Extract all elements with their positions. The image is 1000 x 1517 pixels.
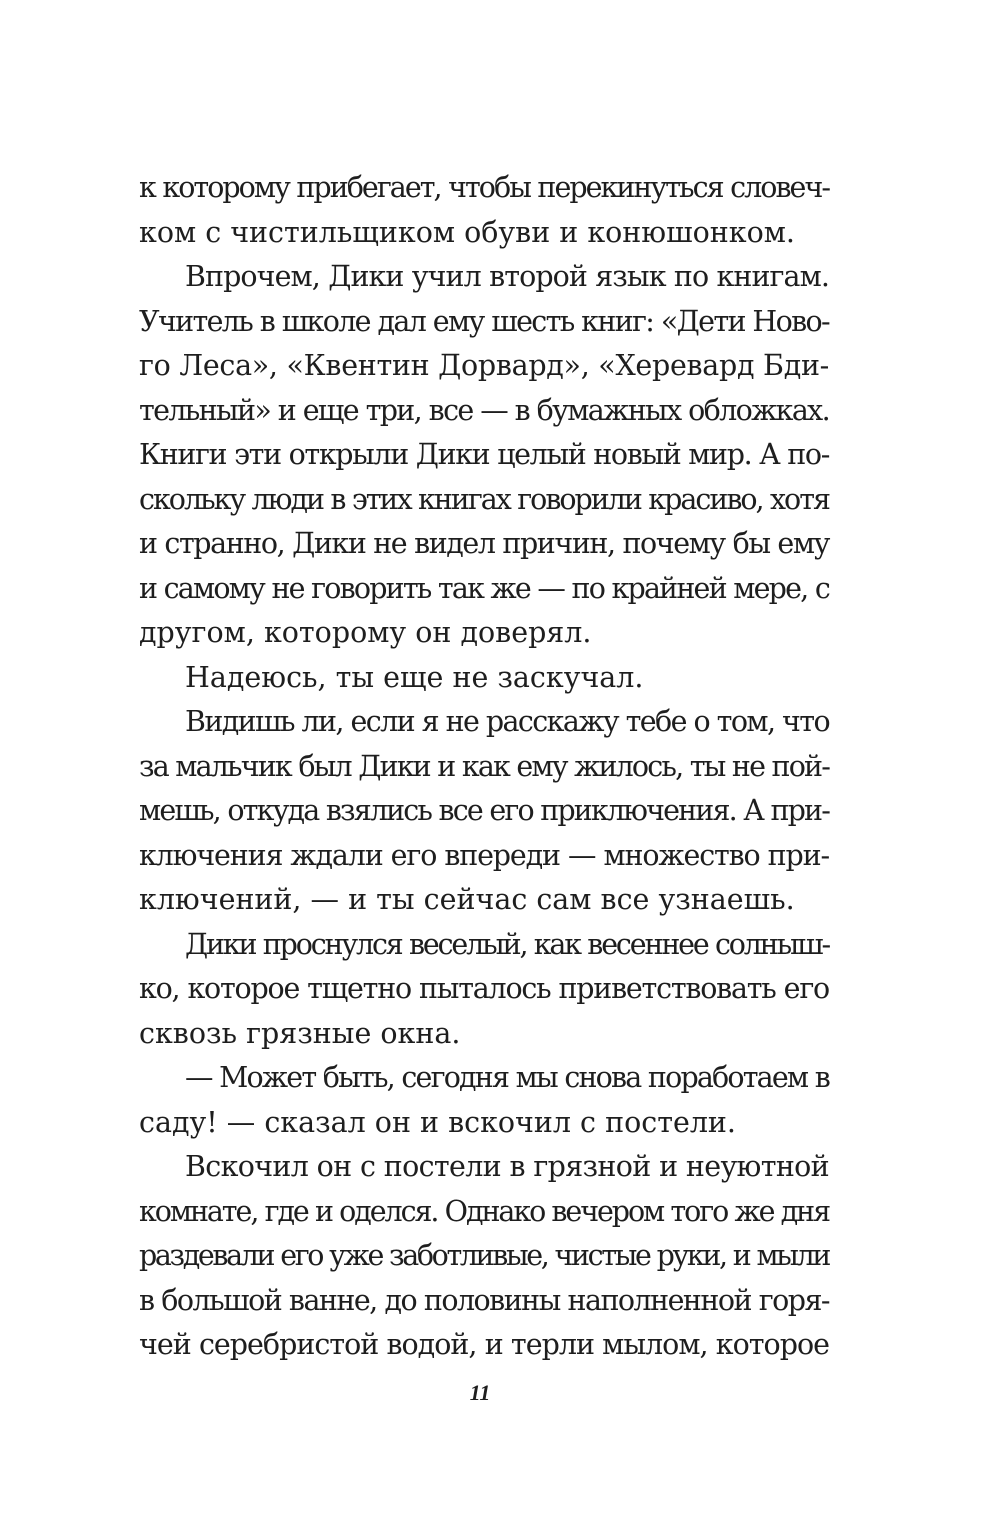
page-number: 11: [469, 1380, 491, 1405]
text-line: ключений, — и ты сейчас сам все узнаешь.: [139, 883, 795, 916]
text-line: ком с чистильщиком обуви и конюшонком.: [139, 215, 795, 249]
paragraph-first-line: Дики проснулся веселый, как весеннее солныш-: [185, 927, 829, 961]
text-line: ко, которое тщетно пыталось приветствовать его: [139, 972, 829, 1005]
text-line: Книги эти открыли Дики целый новый мир. А по-: [139, 438, 829, 471]
text-line: скольку люди в этих книгах говорили красиво, хотя: [139, 482, 829, 516]
text-line: сквозь грязные окна.: [139, 1016, 461, 1050]
text-line: мешь, откуда взялись все его приключения. А при-: [139, 794, 829, 827]
text-line: в большой ванне, до половины наполненной горя-: [139, 1283, 829, 1317]
paragraph-first-line: Надеюсь, ты еще не заскучал.: [185, 660, 644, 694]
text-line: за мальчик был Дики и как ему жилось, ты не пой-: [139, 749, 829, 783]
paragraph-first-line: Видишь ли, если я не расскажу тебе о том, что: [185, 705, 829, 738]
text-line: саду! — сказал он и вскочил с постели.: [139, 1105, 736, 1139]
paragraph-first-line: — Может быть, сегодня мы снова поработаем в: [185, 1061, 829, 1094]
text-line: другом, которому он доверял.: [139, 616, 592, 649]
text-line: раздевали его уже заботливые, чистые руки, и мыли: [139, 1239, 829, 1272]
text-line: Учитель в школе дал ему шесть книг: «Дети Ново-: [139, 304, 829, 338]
paragraph-first-line: Вскочил он с постели в грязной и неуютной: [185, 1150, 829, 1183]
text-line: и странно, Дики не видел причин, почему бы ему: [139, 527, 829, 560]
text-line: и самому не говорить так же — по крайней мере, с: [139, 571, 829, 605]
text-line: го Леса», «Квентин Дорвард», «Херевард Бди-: [139, 349, 829, 382]
text-line: тельный» и еще три, все — в бумажных обложках.: [139, 393, 829, 427]
paragraph-first-line: Впрочем, Дики учил второй язык по книгам.: [185, 260, 829, 293]
text-line: ключения ждали его впереди — множество при-: [139, 838, 829, 872]
text-line: к которому прибегает, чтобы перекинуться словеч-: [139, 171, 829, 204]
text-line: комнате, где и оделся. Однако вечером того же дня: [139, 1194, 829, 1228]
body-text: [139, 166, 829, 1368]
text-line: чей серебристой водой, и терли мылом, которое: [139, 1328, 829, 1361]
